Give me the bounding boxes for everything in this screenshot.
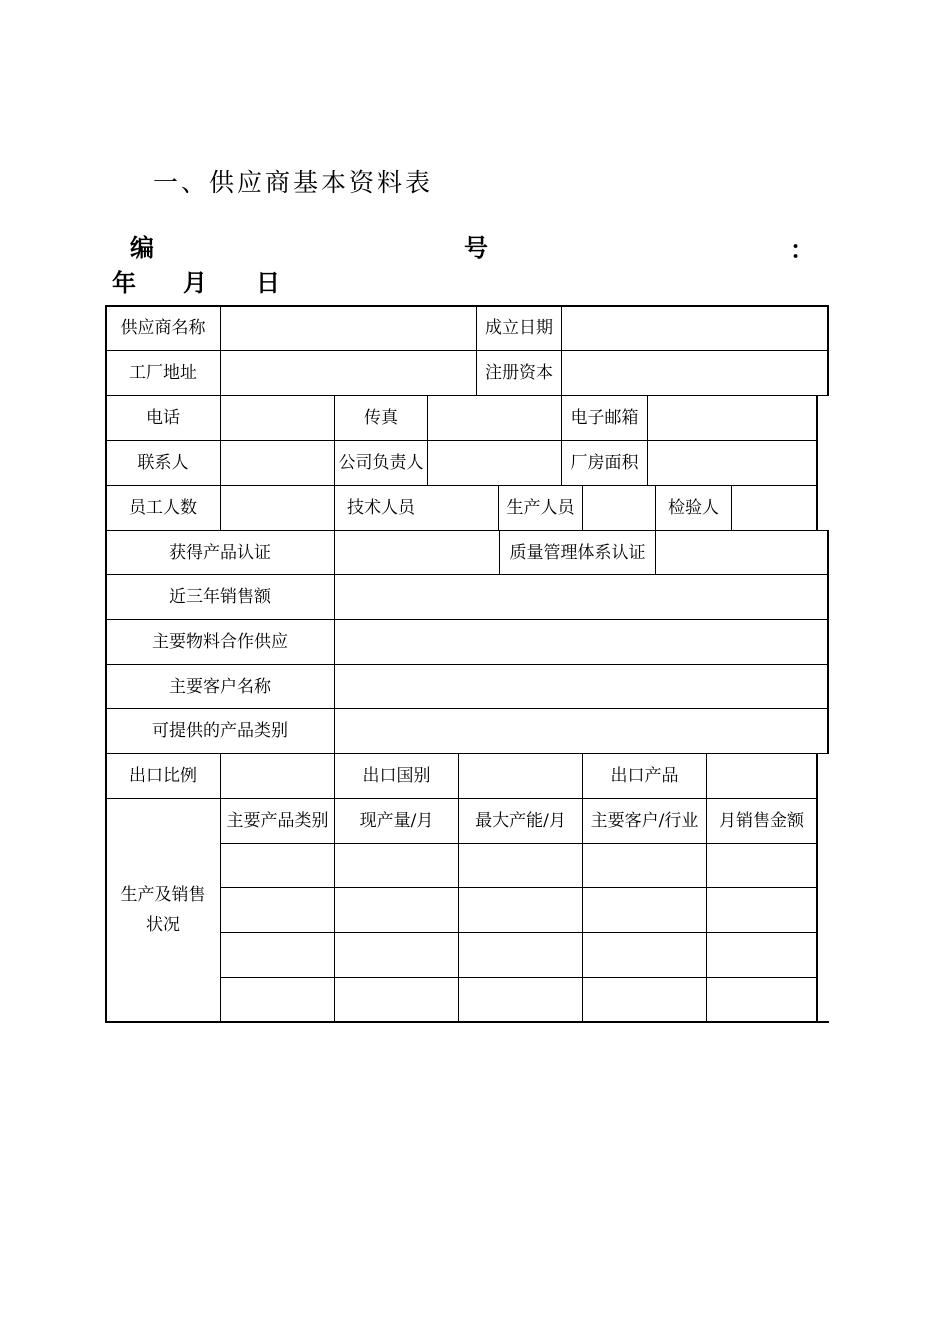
subheader-main-customer-industry: 主要客户/行业: [590, 811, 699, 831]
date-day-label: 日: [256, 269, 280, 297]
date-month-label: 月: [183, 269, 207, 297]
subheader-main-product-category: 主要产品类别: [226, 811, 329, 831]
export-products-field[interactable]: [707, 754, 816, 798]
label-sales-three-years: 近三年销售额: [169, 587, 271, 607]
production-staff-field[interactable]: [583, 486, 655, 530]
label-export-countries: 出口国别: [362, 766, 431, 786]
label-established-date: 成立日期: [485, 318, 553, 338]
inspector-field[interactable]: [732, 486, 816, 530]
main-materials-field[interactable]: [335, 620, 827, 664]
subheader-max-capacity: 最大产能/月: [475, 811, 566, 831]
production-cell[interactable]: [221, 844, 334, 887]
label-company-head: 公司负责人: [338, 453, 424, 473]
production-cell[interactable]: [459, 978, 582, 1021]
label-export-ratio: 出口比例: [129, 766, 197, 786]
date-year-label: 年: [112, 269, 136, 297]
production-cell[interactable]: [335, 978, 458, 1021]
export-ratio-field[interactable]: [221, 754, 334, 798]
label-technical-staff: 技术人员: [347, 498, 415, 518]
production-cell[interactable]: [335, 844, 458, 887]
serial-label-2: 号: [464, 234, 488, 262]
label-registered-capital: 注册资本: [485, 363, 553, 383]
employee-count-field[interactable]: [221, 486, 334, 530]
label-qms-certification: 质量管理体系认证: [509, 542, 646, 563]
production-cell[interactable]: [335, 888, 458, 932]
table-border-right: [816, 395, 818, 530]
label-inspector: 检验人: [668, 498, 719, 518]
label-production-sales: 生产及销售状况: [120, 885, 206, 935]
table-border-bottom: [105, 1021, 829, 1023]
sales-three-years-field[interactable]: [335, 575, 827, 619]
qms-certification-field[interactable]: [656, 531, 827, 574]
production-cell[interactable]: [583, 978, 706, 1021]
production-cell[interactable]: [707, 888, 816, 932]
subheader-monthly-sales: 月销售金额: [719, 811, 804, 831]
page-title: 一、供应商基本资料表: [153, 168, 434, 197]
label-email: 电子邮箱: [570, 408, 639, 428]
production-cell[interactable]: [707, 933, 816, 977]
production-cell[interactable]: [459, 844, 582, 887]
production-cell[interactable]: [221, 933, 334, 977]
label-contact-person: 联系人: [137, 453, 189, 473]
table-border-right: [816, 753, 818, 1022]
label-fax: 传真: [364, 408, 398, 428]
plant-area-field[interactable]: [648, 441, 816, 485]
contact-person-field[interactable]: [221, 441, 334, 485]
label-export-products: 出口产品: [610, 766, 679, 786]
production-cell[interactable]: [707, 844, 816, 887]
technical-staff-field[interactable]: [428, 486, 498, 530]
table-border-right: [827, 305, 829, 395]
production-cell[interactable]: [335, 933, 458, 977]
serial-label-1: 编: [130, 234, 154, 262]
supplier-name-field[interactable]: [221, 306, 476, 350]
label-factory-address: 工厂地址: [129, 363, 197, 383]
production-cell[interactable]: [583, 844, 706, 887]
label-main-materials: 主要物料合作供应: [152, 632, 288, 652]
main-customers-field[interactable]: [335, 665, 827, 708]
production-cell[interactable]: [583, 933, 706, 977]
label-supplier-name: 供应商名称: [120, 318, 206, 338]
label-plant-area: 厂房面积: [570, 453, 639, 473]
production-cell[interactable]: [221, 888, 334, 932]
email-field[interactable]: [648, 396, 816, 440]
label-employee-count: 员工人数: [129, 498, 197, 518]
label-production-staff: 生产人员: [506, 498, 575, 518]
established-date-field[interactable]: [562, 306, 827, 350]
registered-capital-field[interactable]: [562, 351, 827, 395]
label-phone: 电话: [146, 408, 180, 428]
product-categories-field[interactable]: [335, 709, 827, 753]
production-cell[interactable]: [221, 978, 334, 1021]
phone-field[interactable]: [221, 396, 334, 440]
subheader-current-output: 现产量/月: [359, 811, 434, 831]
product-certification-field[interactable]: [335, 531, 499, 574]
production-cell[interactable]: [583, 888, 706, 932]
production-cell[interactable]: [459, 888, 582, 932]
label-product-certification: 获得产品认证: [169, 542, 271, 563]
export-countries-field[interactable]: [459, 754, 582, 798]
fax-field[interactable]: [428, 396, 561, 440]
table-border-right: [827, 530, 829, 753]
label-product-categories: 可提供的产品类别: [152, 721, 288, 741]
label-main-customers: 主要客户名称: [169, 676, 271, 697]
factory-address-field[interactable]: [221, 351, 476, 395]
company-head-field[interactable]: [428, 441, 561, 485]
production-cell[interactable]: [459, 933, 582, 977]
serial-colon: ：: [790, 236, 814, 264]
production-cell[interactable]: [707, 978, 816, 1021]
